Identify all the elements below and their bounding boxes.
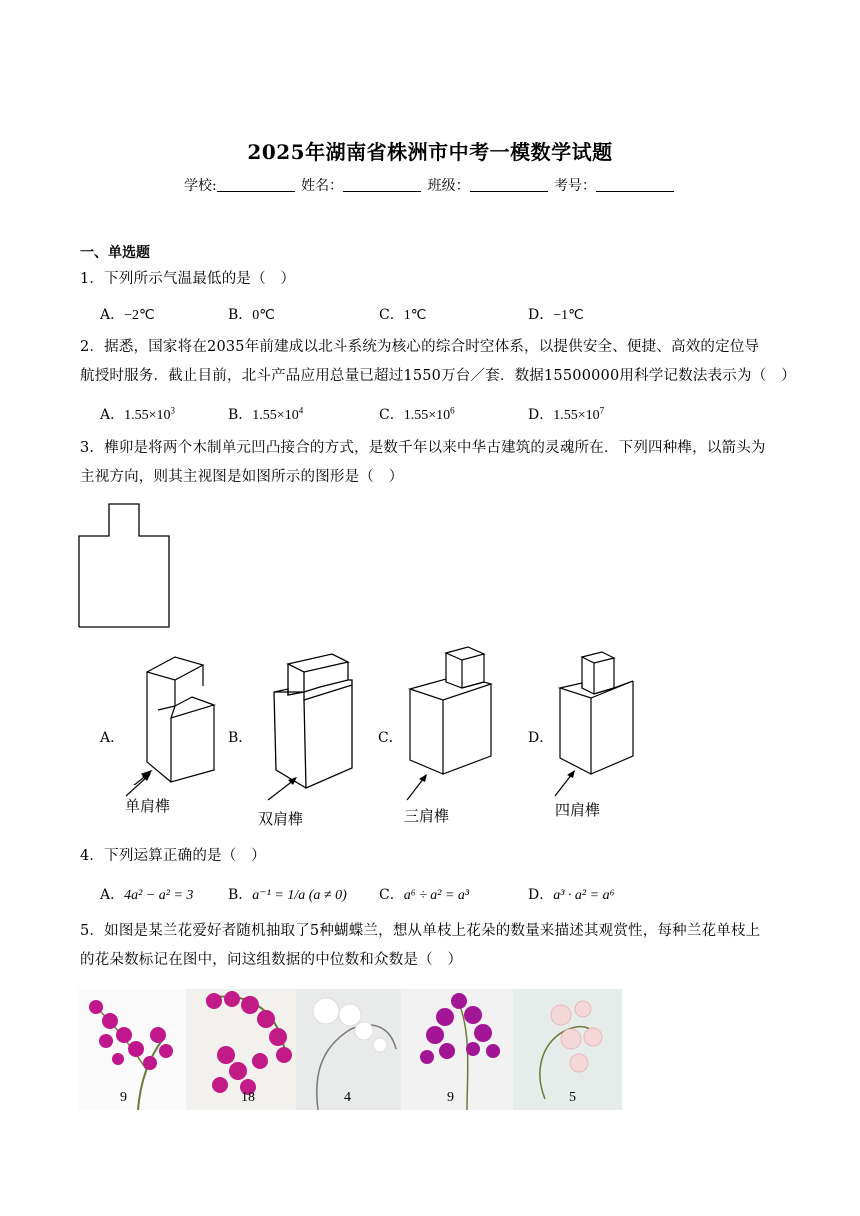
q1-option-d[interactable]: D．−1℃ xyxy=(528,307,584,323)
orchid-photo-1 xyxy=(78,989,186,1110)
question-5-text xyxy=(80,917,790,975)
page-title: 2025年湖南省株洲市中考一模数学试题 xyxy=(247,140,613,164)
q3-option-b[interactable]: B． xyxy=(228,730,253,746)
exam-no-label: 考号： xyxy=(554,178,597,194)
caption-double-shoulder: 双肩榫 xyxy=(258,810,304,828)
school-label: 学校: xyxy=(183,178,217,194)
arrow-icon xyxy=(266,772,300,802)
orchid-count-2: 18 xyxy=(241,1090,255,1105)
arrow-icon xyxy=(124,768,154,798)
exam-no-blank[interactable] xyxy=(596,178,674,192)
name-label: 姓名： xyxy=(301,178,344,194)
q2-option-b[interactable]: B．$1.55\times 10^4$ xyxy=(228,405,304,423)
question-3-line-1: 3．榫卯是将两个木制单元凹凸接合的方式，是数千年以来中华古建筑的灵魂所在．下列四种榫，以箭头为 xyxy=(80,440,766,456)
section-heading: 一、单选题 xyxy=(80,245,150,261)
question-3-text xyxy=(80,434,790,492)
question-2-line-2: 航授时服务．截止目前，北斗产品应用总量已超过1550万台／套．数据15500000用科学记数法表示为（ ） xyxy=(80,368,796,384)
arrow-icon xyxy=(553,766,579,798)
orchid-count-5: 5 xyxy=(569,1090,576,1105)
orchid-count-1: 9 xyxy=(120,1090,127,1105)
question-2-text xyxy=(80,333,796,391)
orchid-photo-4 xyxy=(401,989,513,1110)
q4-option-a[interactable]: A．4a² − a² = 3 xyxy=(100,887,194,903)
q4-option-b[interactable]: B．a⁻¹ = 1/a (a ≠ 0) xyxy=(228,887,347,903)
q1-option-a[interactable]: A．−2℃ xyxy=(100,307,155,323)
arrow-icon xyxy=(405,770,431,802)
caption-quad-shoulder: 四肩榫 xyxy=(555,801,601,819)
class-blank[interactable] xyxy=(470,178,548,192)
q3-option-a[interactable]: A． xyxy=(100,730,125,746)
q4-option-d[interactable]: D．a³ · a² = a⁶ xyxy=(528,887,615,903)
question-1-text: 1．下列所示气温最低的是（ ） xyxy=(80,271,296,287)
front-view-figure xyxy=(78,503,172,629)
q1-option-c[interactable]: C．1℃ xyxy=(379,307,427,323)
q3-option-d[interactable]: D． xyxy=(528,730,554,746)
orchid-count-4: 9 xyxy=(447,1090,454,1105)
orchid-photo-5 xyxy=(513,989,622,1110)
caption-triple-shoulder: 三肩榫 xyxy=(404,807,450,825)
single-shoulder-tenon-figure xyxy=(118,650,228,785)
name-blank[interactable] xyxy=(343,178,421,192)
orchid-photo-3 xyxy=(296,989,401,1110)
school-blank[interactable] xyxy=(217,178,295,192)
question-3-line-2: 主视方向，则其主视图是如图所示的图形是（ ） xyxy=(80,469,404,485)
triple-shoulder-tenon-figure xyxy=(405,642,500,777)
question-5-line-2: 的花朵数标记在图中，问这组数据的中位数和众数是（ ） xyxy=(80,952,463,968)
q2-option-c[interactable]: C．$1.55\times 10^6$ xyxy=(379,405,455,423)
quad-shoulder-tenon-figure xyxy=(556,648,641,776)
q4-option-c[interactable]: C．a⁶ ÷ a² = a³ xyxy=(379,887,470,903)
orchid-photos xyxy=(78,989,622,1110)
question-4-text: 4．下列运算正确的是（ ） xyxy=(80,848,266,864)
q2-option-d[interactable]: D．$1.55\times 10^7$ xyxy=(528,405,605,423)
question-2-line-1: 2．据悉，国家将在2035年前建成以北斗系统为核心的综合时空体系，以提供安全、便捷、高效的定位导 xyxy=(80,339,760,355)
q2-option-a[interactable]: A．$1.55\times 10^3$ xyxy=(100,405,176,423)
q3-option-c[interactable]: C． xyxy=(378,730,403,746)
orchid-photo-2 xyxy=(186,989,296,1110)
caption-single-shoulder: 单肩榫 xyxy=(125,797,171,815)
orchid-count-3: 4 xyxy=(344,1090,351,1105)
class-label: 班级： xyxy=(427,178,470,194)
question-5-line-1: 5．如图是某兰花爱好者随机抽取了5种蝴蝶兰，想从单枝上花朵的数量来描述其观赏性，每种兰花单枝上 xyxy=(80,923,761,939)
q1-option-b[interactable]: B．0℃ xyxy=(228,307,276,323)
double-shoulder-tenon-figure xyxy=(262,640,362,790)
student-info-line xyxy=(0,175,860,195)
